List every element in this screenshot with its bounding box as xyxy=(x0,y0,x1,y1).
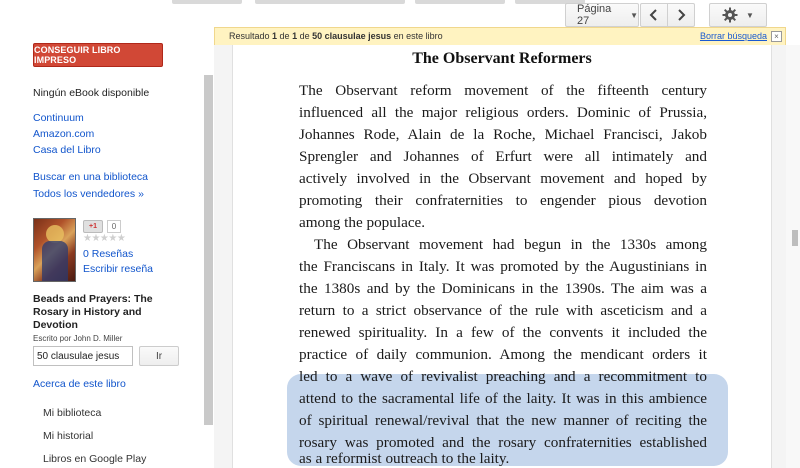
page-text-line: influenced all the major religious orders. Dominic of Prussia, xyxy=(299,104,707,121)
chevron-down-icon: ▼ xyxy=(746,10,754,20)
search-result-message: Resultado 1 de 1 de 50 clausulae jesus en este libro xyxy=(229,31,443,41)
nav-my-history[interactable]: Mi historial xyxy=(43,430,94,442)
seller-link-casa-del-libro[interactable]: Casa del Libro xyxy=(33,144,101,156)
viewer-gutter xyxy=(772,45,786,468)
page-text-line: practice of daily communion. Among the mendicant orders it xyxy=(299,346,707,363)
page-text-line: promoting their confraternities to engender pious devotion xyxy=(299,192,707,209)
viewer-gutter xyxy=(214,45,232,468)
no-ebook-text: Ningún eBook disponible xyxy=(33,87,150,99)
get-print-book-button[interactable]: CONSEGUIR LIBRO IMPRESO xyxy=(33,43,163,67)
write-review-link[interactable]: Escribir reseña xyxy=(83,263,154,275)
page-text-line: actively involved in the Observant movement and hoped by xyxy=(299,170,707,187)
google-plus-button[interactable]: +1 xyxy=(83,220,103,233)
reviews-link[interactable]: 0 Reseñas xyxy=(83,248,134,260)
nav-my-library[interactable]: Mi biblioteca xyxy=(43,407,102,419)
all-sellers-link[interactable]: Todos los vendedores » xyxy=(33,188,144,200)
find-in-library-link[interactable]: Buscar en una biblioteca xyxy=(33,171,148,183)
toolbar-tab-stub xyxy=(172,0,242,4)
page-selector-label: Página 27 xyxy=(577,3,612,27)
page-text-line: the Franciscans in Italy. It was promoted by the Augustinians in xyxy=(299,258,707,275)
settings-button[interactable] xyxy=(709,3,767,27)
seller-link-continuum[interactable]: Continuum xyxy=(33,112,84,124)
book-author: Escrito por John D. Miller xyxy=(33,334,123,343)
close-icon[interactable]: × xyxy=(771,31,782,42)
search-result-notice xyxy=(214,27,786,46)
viewer-scrollbar-thumb[interactable] xyxy=(792,230,798,246)
viewer-scrollbar[interactable] xyxy=(786,45,800,468)
clear-search-link[interactable]: Borrar búsqueda xyxy=(699,31,767,41)
book-title: Beads and Prayers: The Rosary in History and Devotion xyxy=(33,293,153,331)
next-page-button[interactable] xyxy=(667,3,695,27)
page-text-line: as a reformist outreach to the laity. xyxy=(299,450,510,467)
google-plus-count: 0 xyxy=(107,220,121,233)
page-text-line: renewed spirituality. In a few of the convents it included the xyxy=(299,324,707,341)
toolbar-tab-stub xyxy=(415,0,505,4)
chevron-right-icon xyxy=(676,9,686,21)
page-text-line: return to a strict observance of the rule with asceticism and a xyxy=(299,302,707,319)
previous-page-button[interactable] xyxy=(640,3,668,27)
chapter-title: The Observant Reformers xyxy=(412,50,592,67)
left-sidebar xyxy=(0,30,204,468)
about-book-link[interactable]: Acerca de este libro xyxy=(33,378,126,390)
sidebar-scrollbar[interactable] xyxy=(204,75,213,425)
page-text-line: of spiritual renewal/revival that the new manner of reciting the xyxy=(299,412,707,429)
nav-google-play-books[interactable]: Libros en Google Play xyxy=(43,453,147,465)
rating-stars-icon: ★★★★★ xyxy=(83,233,126,244)
page-text-line: The Observant reform movement of the fifteenth century xyxy=(299,82,707,99)
page-text-line: attend to the sacramental life of the laity. It was in this ambience xyxy=(299,390,707,407)
search-in-book-input[interactable] xyxy=(33,346,133,366)
page-text-line: among the populace. xyxy=(299,214,426,231)
page-text-line: Sprengler and Johannes of Erfurt were all intimately and xyxy=(299,148,707,165)
cover-figure xyxy=(42,241,68,281)
chevron-left-icon xyxy=(649,9,659,21)
top-toolbar xyxy=(0,0,800,30)
book-cover-image[interactable] xyxy=(33,218,76,282)
page-text-line: led to a wave of revivalist preaching and a recommitment to xyxy=(299,368,707,385)
page-selector-button[interactable] xyxy=(565,3,639,27)
chevron-down-icon: ▼ xyxy=(630,10,638,20)
seller-link-amazon[interactable]: Amazon.com xyxy=(33,128,95,140)
page-text-line: the 1380s and by the Dominicans in the 1390s. The aim was a xyxy=(299,280,707,297)
search-go-button[interactable]: Ir xyxy=(139,346,179,366)
page-text-line: rosary was promoted and the rosary confraternities established xyxy=(299,434,707,451)
page-text-line: Johannes Rode, Alain de la Roche, Michael Francisci, Jakob xyxy=(299,126,707,143)
toolbar-tab-stub xyxy=(255,0,405,4)
page-text-line: The Observant movement had begun in the 1330s among xyxy=(314,236,707,253)
gear-icon xyxy=(722,7,738,23)
